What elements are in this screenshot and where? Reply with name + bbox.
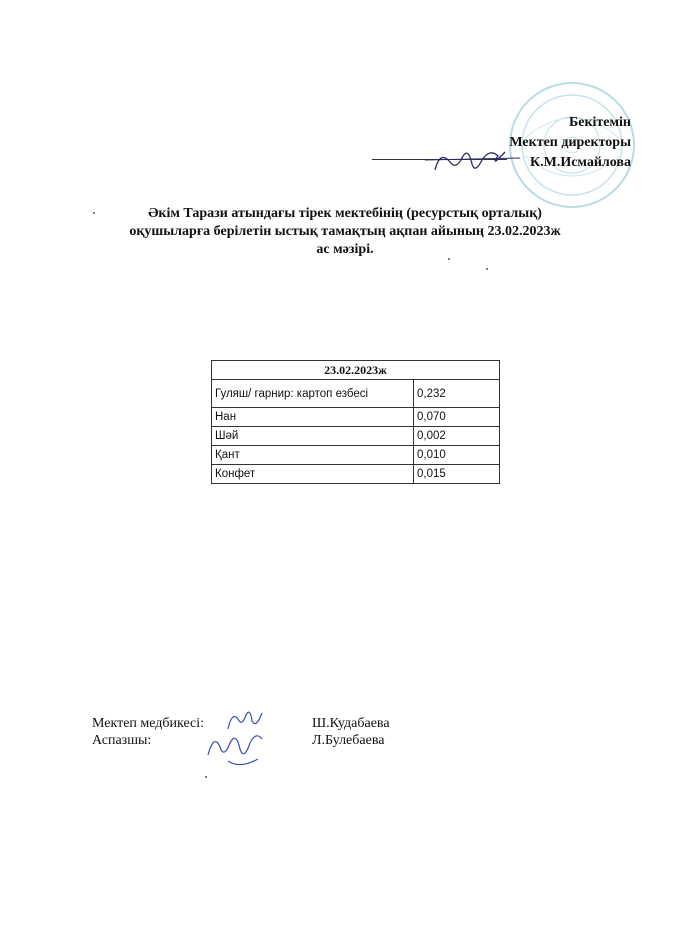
menu-item-name: Қант [212,446,414,465]
table-header-row [212,361,500,380]
table-date-header: 23.02.2023ж [212,361,500,380]
cook-row [92,732,492,749]
nurse-name: Ш.Кудабаева [312,716,390,731]
table-row [212,446,500,465]
cook-label: Аспазшы: [92,733,152,748]
menu-item-value: 0,015 [414,465,500,484]
title-line-1: Әкім Тарази атындағы тірек мектебінің (ресурстық орталық) [148,206,542,221]
approval-heading: Бекітемін [568,115,631,130]
table-row [212,380,500,408]
scan-speck [93,212,95,214]
cook-name: Л.Булебаева [312,733,385,748]
menu-item-value: 0,002 [414,427,500,446]
title-line-3: ас мәзірі. [316,242,374,257]
menu-item-name: Шәй [212,427,414,446]
menu-table [211,360,500,484]
menu-item-value: 0,232 [414,380,500,408]
menu-item-name: Конфет [212,465,414,484]
signature-block [92,715,492,749]
table-row [212,465,500,484]
nurse-label: Мектеп медбикесі: [92,716,205,731]
nurse-row [92,715,492,732]
document-title [100,205,590,259]
menu-item-name: Гуляш/ гарнир: картоп езбесі [212,380,414,408]
table-row [212,427,500,446]
menu-item-value: 0,070 [414,408,500,427]
scan-speck [448,258,450,260]
approval-position: Мектеп директоры [509,135,631,150]
approval-director-name: К.М.Исмайлова [529,155,631,170]
table-row [212,408,500,427]
title-line-2: оқушыларға берілетін ыстық тамақтың ақпан айының 23.02.2023ж [129,224,561,239]
director-signature [420,138,530,183]
menu-item-name: Нан [212,408,414,427]
scan-speck [205,776,207,778]
menu-item-value: 0,010 [414,446,500,465]
scan-speck [486,268,488,270]
